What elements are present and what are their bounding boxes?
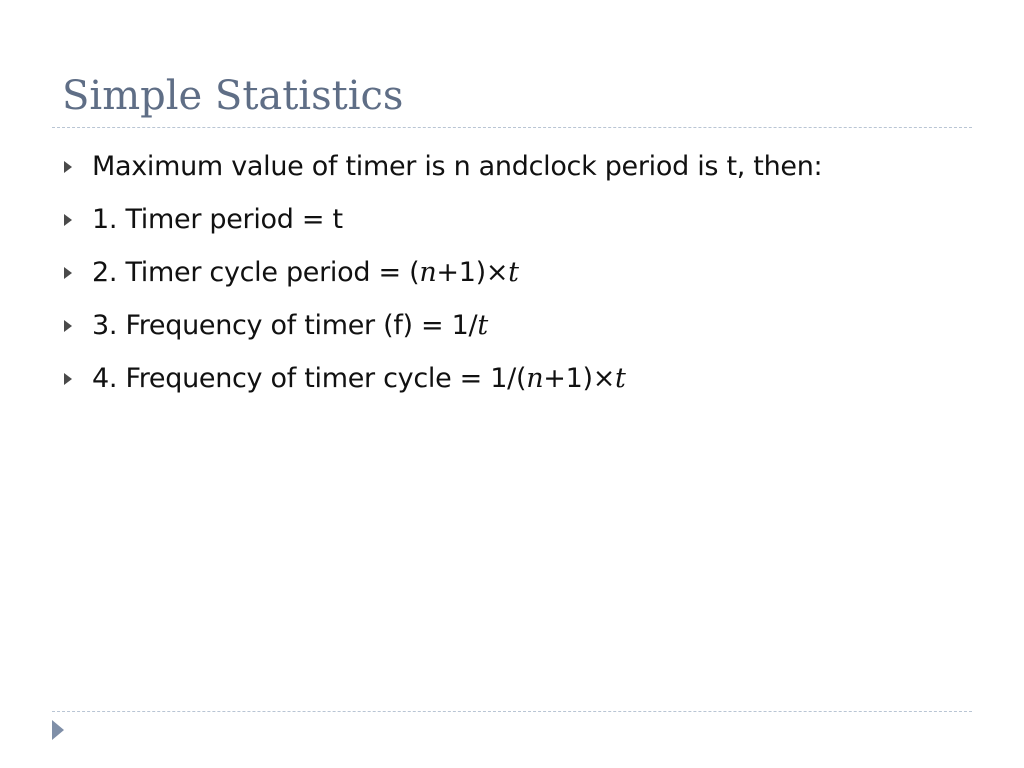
bullet-item [60, 352, 822, 405]
triangle-right-icon [64, 267, 72, 279]
bullet-text [92, 257, 519, 288]
bullet-text-part: 2. Timer cycle period = ( [92, 257, 420, 288]
bullet-item [60, 246, 822, 299]
bullet-text-part: +1)× [543, 363, 616, 394]
math-variable: t [615, 363, 626, 394]
math-variable: t [477, 310, 488, 341]
bullet-text-part: 4. Frequency of timer cycle = 1/( [92, 363, 527, 394]
footer-divider [52, 711, 972, 712]
bullet-text [92, 151, 822, 182]
bullet-text-part: 1. Timer period = t [92, 204, 343, 235]
bullet-item [60, 299, 822, 352]
triangle-right-icon [64, 373, 72, 385]
bullet-item [60, 193, 822, 246]
math-variable: n [419, 257, 437, 288]
bullet-text-part: Maximum value of timer is n andclock period is t, then: [92, 151, 823, 182]
title-divider [52, 127, 972, 128]
triangle-right-icon [64, 214, 72, 226]
bullet-text-part: 3. Frequency of timer (f) = 1/ [92, 310, 478, 341]
math-variable: t [508, 257, 519, 288]
bullet-item [60, 140, 822, 193]
triangle-right-icon [64, 320, 72, 332]
bullet-text [92, 363, 626, 394]
bullet-text-part: +1)× [436, 257, 509, 288]
bullet-list [60, 140, 822, 405]
triangle-right-icon [52, 720, 64, 740]
bullet-text [92, 204, 343, 235]
bullet-text [92, 310, 488, 341]
triangle-right-icon [64, 161, 72, 173]
slide-title: Simple Statistics [62, 73, 404, 119]
math-variable: n [526, 363, 544, 394]
